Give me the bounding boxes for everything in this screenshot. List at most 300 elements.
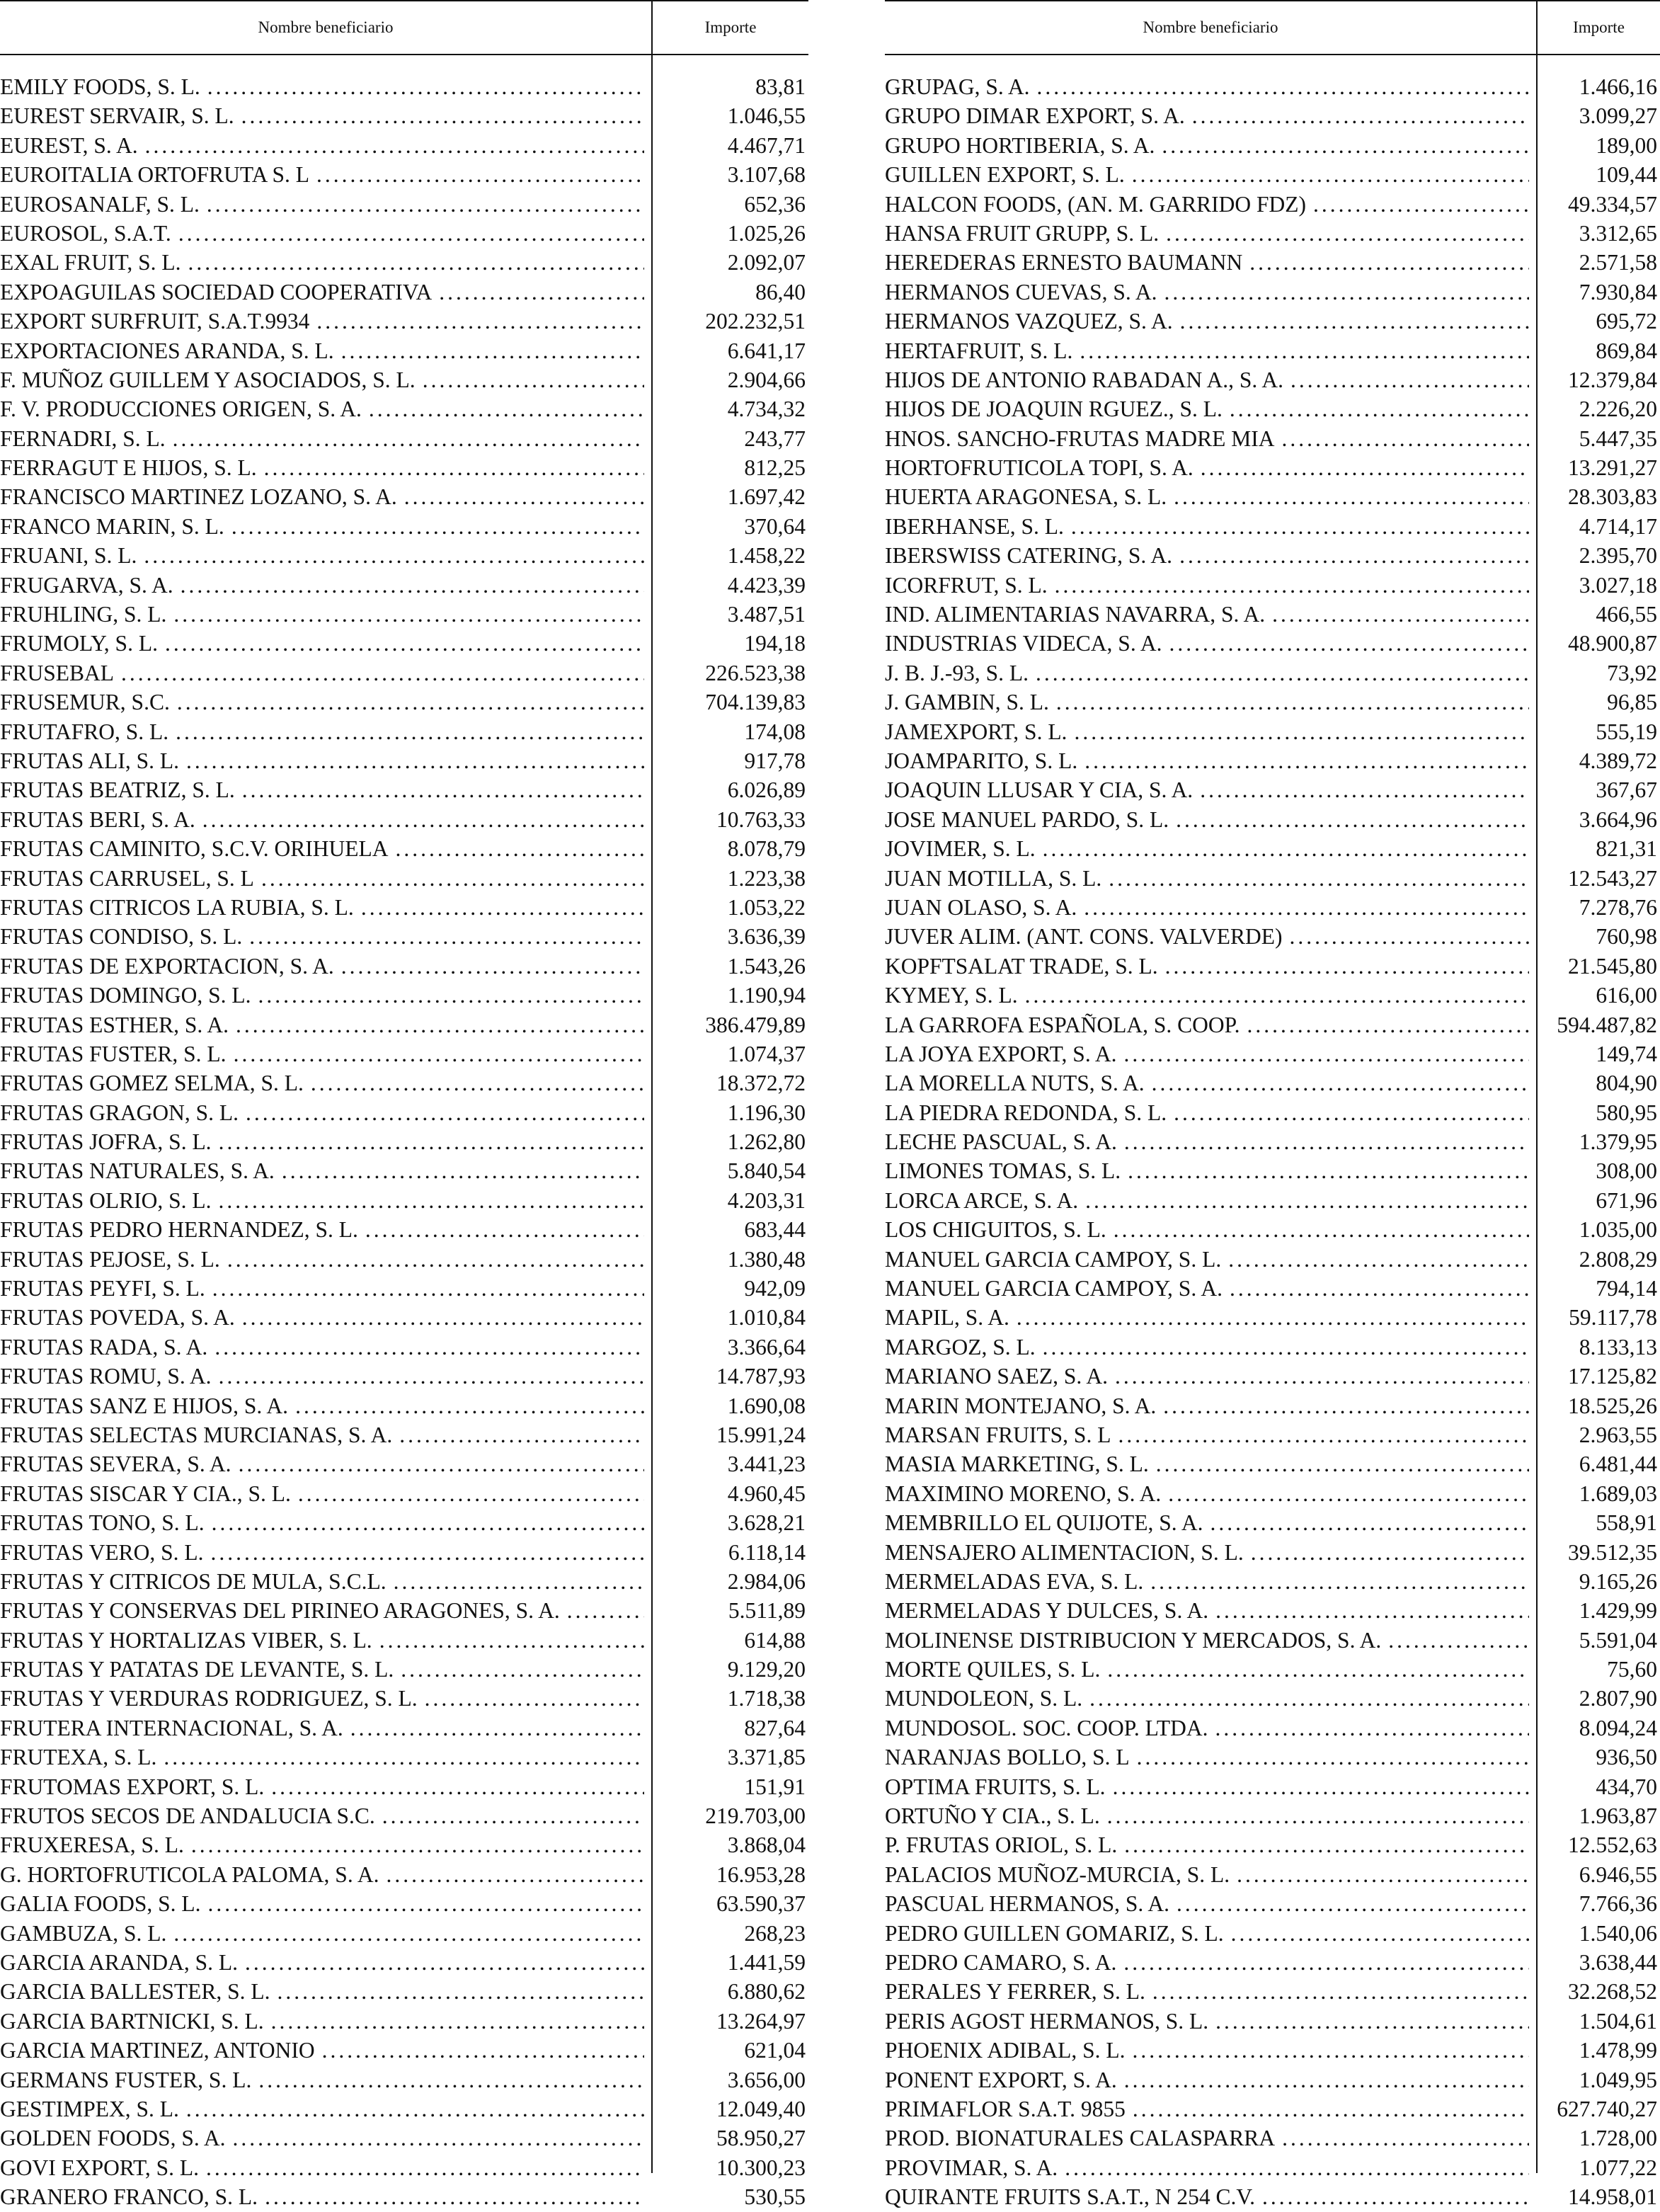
beneficiary-name-cell (885, 1098, 1529, 1127)
beneficiary-name: HERTAFRUIT, S. L. (885, 338, 1073, 363)
column-header-name: Nombre beneficiario (258, 18, 394, 36)
table-row (885, 248, 1660, 277)
beneficiary-name-cell (885, 394, 1529, 423)
beneficiary-name: FRUTAS SANZ E HIJOS, S. A. (0, 1393, 289, 1418)
beneficiary-name: FRUTAS Y CITRICOS DE MULA, S.C.L. (0, 1568, 387, 1594)
amount: 386.479,89 (705, 1012, 806, 1037)
table-row (0, 1860, 808, 1889)
dot-leader (258, 2065, 644, 2094)
table-row (885, 1127, 1660, 1156)
dot-leader (1228, 1245, 1529, 1274)
amount: 59.117,78 (1569, 1305, 1657, 1330)
beneficiary-name-cell (885, 2036, 1529, 2065)
amount: 28.303,83 (1568, 484, 1657, 510)
beneficiary-name-cell (0, 717, 644, 746)
beneficiary-name-cell (885, 2007, 1529, 2036)
amount: 3.027,18 (1579, 572, 1657, 598)
amount: 49.334,57 (1568, 191, 1657, 217)
table-row (885, 1479, 1660, 1508)
beneficiary-name-cell (0, 659, 644, 688)
beneficiary-name-cell (0, 541, 644, 570)
beneficiary-name-cell (0, 365, 644, 394)
amount: 936,50 (1596, 1745, 1657, 1770)
amount: 3.312,65 (1579, 220, 1657, 246)
amount: 3.107,68 (727, 162, 806, 188)
beneficiary-name-cell (885, 1655, 1529, 1684)
beneficiary-name-cell (0, 1538, 644, 1567)
beneficiary-name: FRUHLING, S. L. (0, 602, 167, 627)
amount: 16.953,28 (716, 1862, 806, 1887)
beneficiary-name-cell (885, 453, 1529, 482)
column-header-amount: Importe (1573, 18, 1625, 36)
dot-leader (439, 278, 644, 307)
beneficiary-name-cell (885, 336, 1529, 365)
beneficiary-name: FRUXERESA, S. L. (0, 1832, 184, 1858)
beneficiary-name-cell (0, 1860, 644, 1889)
table-row (0, 2094, 808, 2123)
amount: 48.900,87 (1568, 631, 1657, 656)
beneficiary-name-cell (0, 219, 644, 248)
beneficiary-name: FRUTAS Y HORTALIZAS VIBER, S. L. (0, 1627, 372, 1653)
beneficiary-name: FRUTAFRO, S. L. (0, 719, 169, 744)
dot-leader (1074, 717, 1529, 746)
beneficiary-name: GRUPO DIMAR EXPORT, S. A. (885, 103, 1185, 129)
beneficiary-name: EUREST, S. A. (0, 132, 138, 158)
beneficiary-name-cell (885, 541, 1529, 570)
beneficiary-name: LOS CHIGUITOS, S. L. (885, 1217, 1106, 1243)
beneficiary-name-cell (0, 1919, 644, 1948)
beneficiary-name: GUILLEN EXPORT, S. L. (885, 162, 1125, 188)
amount: 3.371,85 (727, 1745, 806, 1770)
table-row (885, 2123, 1660, 2153)
table-row (0, 1567, 808, 1596)
beneficiary-name-cell (885, 1567, 1529, 1596)
beneficiary-name-cell (0, 1156, 644, 1185)
amount: 1.053,22 (727, 894, 806, 920)
dot-leader (1166, 219, 1529, 248)
table-row (885, 131, 1660, 160)
beneficiary-name: FRUTERA INTERNACIONAL, S. A. (0, 1715, 343, 1740)
table-row (885, 307, 1660, 336)
dot-leader (567, 1596, 644, 1625)
beneficiary-name-cell (0, 571, 644, 600)
beneficiary-name-cell (0, 1362, 644, 1391)
dot-leader (1162, 131, 1529, 160)
beneficiary-name: FRUTAS Y VERDURAS RODRIGUEZ, S. L. (0, 1686, 418, 1711)
beneficiary-name: P. FRUTAS ORIOL, S. L. (885, 1832, 1118, 1858)
dot-leader (245, 1948, 644, 1977)
beneficiary-name-cell (0, 688, 644, 717)
amount: 1.697,42 (727, 484, 806, 510)
table-row (885, 1333, 1660, 1362)
beneficiary-name-cell (885, 1538, 1529, 1567)
beneficiary-name-cell (885, 775, 1529, 804)
table-row (0, 2036, 808, 2065)
table-row (0, 424, 808, 453)
dot-leader (1282, 424, 1529, 453)
dot-leader (350, 1714, 644, 1743)
table-row (885, 541, 1660, 570)
beneficiary-name-cell (0, 893, 644, 922)
table-row (885, 365, 1660, 394)
dot-leader (188, 248, 645, 277)
beneficiary-name: LA GARROFA ESPAÑOLA, S. COOP. (885, 1012, 1240, 1037)
table-row (885, 1596, 1660, 1625)
dot-leader (425, 1684, 644, 1713)
beneficiary-name: FRUTAS BEATRIZ, S. L. (0, 777, 235, 803)
dot-leader (1084, 893, 1529, 922)
dot-leader (1025, 981, 1529, 1010)
amount: 32.268,52 (1568, 1979, 1657, 2005)
table-row (885, 952, 1660, 981)
amount: 594.487,82 (1557, 1012, 1657, 1037)
dot-leader (242, 775, 644, 804)
amount: 2.092,07 (727, 250, 806, 275)
table-row (0, 2153, 808, 2182)
table-row (885, 659, 1660, 688)
amount: 14.958,01 (1568, 2184, 1657, 2210)
table-row (885, 2182, 1660, 2211)
table-row (0, 1039, 808, 1068)
dot-leader (207, 72, 644, 101)
dot-leader (1290, 365, 1529, 394)
dot-leader (1132, 160, 1529, 189)
amount: 1.196,30 (727, 1100, 806, 1125)
dot-leader (1037, 72, 1529, 101)
beneficiary-name-cell (885, 101, 1529, 130)
beneficiary-name: GALIA FOODS, S. L. (0, 1891, 201, 1917)
beneficiary-name-cell (885, 131, 1529, 160)
amount: 827,64 (744, 1715, 806, 1740)
beneficiary-name-cell (0, 1333, 644, 1362)
table-row (0, 541, 808, 570)
beneficiary-name: FRUTAS PEJOSE, S. L. (0, 1246, 220, 1272)
beneficiary-name-cell (0, 101, 644, 130)
beneficiary-name-cell (0, 1626, 644, 1655)
table-row (0, 278, 808, 307)
dot-leader (1118, 1420, 1529, 1449)
amount: 627.740,27 (1557, 2096, 1657, 2121)
dot-leader (1272, 600, 1529, 629)
dot-leader (311, 1068, 644, 1098)
table-row (0, 1684, 808, 1713)
dot-leader (1109, 864, 1529, 893)
beneficiary-name: LA PIEDRA REDONDA, S. L. (885, 1100, 1167, 1125)
amount: 434,70 (1596, 1774, 1657, 1799)
left-column (0, 0, 808, 2210)
beneficiary-name-cell (885, 1889, 1529, 1918)
dot-leader (1156, 1449, 1529, 1478)
beneficiary-name: GRUPO HORTIBERIA, S. A. (885, 132, 1155, 158)
beneficiary-name: FRUTEXA, S. L. (0, 1745, 157, 1770)
beneficiary-name-cell (0, 1508, 644, 1537)
beneficiary-name: FRUTAS CITRICOS LA RUBIA, S. L. (0, 894, 354, 920)
table-row (0, 1626, 808, 1655)
beneficiary-name-cell (0, 629, 644, 658)
dot-leader (1137, 1743, 1529, 1772)
beneficiary-name: FRUTAS SEVERA, S. A. (0, 1452, 231, 1477)
amount: 75,60 (1607, 1657, 1657, 1682)
dot-leader (1114, 1215, 1529, 1244)
dot-leader (1247, 1010, 1529, 1039)
table-row (885, 278, 1660, 307)
table-row (885, 717, 1660, 746)
table-row (0, 1743, 808, 1772)
table-row (0, 805, 808, 834)
amount: 1.689,03 (1579, 1481, 1657, 1506)
dot-leader (242, 1303, 644, 1332)
beneficiary-name: HEREDERAS ERNESTO BAUMANN (885, 250, 1243, 275)
table-row (0, 1420, 808, 1449)
beneficiary-name-cell (885, 1919, 1529, 1948)
beneficiary-name-cell (885, 2065, 1529, 2094)
table-row (885, 1714, 1660, 1743)
beneficiary-name: FRUTAS TONO, S. L. (0, 1510, 205, 1536)
beneficiary-name-cell (885, 1508, 1529, 1537)
table-row (885, 1303, 1660, 1332)
table-row (0, 1333, 808, 1362)
dot-leader (1124, 1127, 1529, 1156)
dot-leader (219, 1127, 644, 1156)
table-row (0, 394, 808, 423)
beneficiary-name-cell (0, 2123, 644, 2153)
amount: 6.118,14 (728, 1539, 806, 1565)
beneficiary-name-cell (885, 72, 1529, 101)
amount: 2.571,58 (1579, 250, 1657, 275)
beneficiary-name: KOPFTSALAT TRADE, S. L. (885, 953, 1158, 979)
table-row (0, 775, 808, 804)
table-row (885, 1274, 1660, 1303)
table-row (0, 160, 808, 189)
beneficiary-name: FRUTAS OLRIO, S. L. (0, 1187, 212, 1213)
beneficiary-name-cell (0, 1098, 644, 1127)
beneficiary-list-right (885, 72, 1660, 2212)
amount: 1.504,61 (1579, 2008, 1657, 2034)
beneficiary-name: EXAL FRUIT, S. L. (0, 250, 181, 275)
table-row (0, 1303, 808, 1332)
dot-leader (1071, 512, 1529, 541)
dot-leader (210, 1538, 644, 1567)
table-row (885, 1098, 1660, 1127)
table-row (885, 336, 1660, 365)
amount: 3.099,27 (1579, 103, 1657, 129)
amount: 243,77 (744, 426, 806, 451)
beneficiary-name: PEDRO GUILLEN GOMARIZ, S. L. (885, 1920, 1224, 1946)
table-row (885, 1919, 1660, 1948)
dot-leader (219, 1362, 644, 1391)
beneficiary-name-cell (0, 1039, 644, 1068)
table-row (0, 688, 808, 717)
dot-leader (1128, 1156, 1529, 1185)
amount: 96,85 (1607, 690, 1657, 715)
beneficiary-name: FRUTAS ROMU, S. A. (0, 1364, 212, 1389)
amount: 1.190,94 (727, 983, 806, 1008)
dot-leader (1152, 1068, 1529, 1098)
dot-leader (1133, 2094, 1529, 2123)
beneficiary-name: FERNADRI, S. L. (0, 426, 166, 451)
dot-leader (1230, 1274, 1529, 1303)
beneficiary-name: GOLDEN FOODS, S. A. (0, 2126, 226, 2151)
amount: 4.467,71 (727, 132, 806, 158)
beneficiary-name-cell (885, 2094, 1529, 2123)
beneficiary-name: FRUTAS PEDRO HERNANDEZ, S. L. (0, 1217, 358, 1243)
table-row (885, 922, 1660, 951)
beneficiary-name-cell (885, 1420, 1529, 1449)
beneficiary-name: GRANERO FRANCO, S. L. (0, 2184, 258, 2210)
table-row (0, 1215, 808, 1244)
beneficiary-name: G. HORTOFRUTICOLA PALOMA, S. A. (0, 1862, 379, 1887)
dot-leader (249, 922, 644, 951)
beneficiary-name: IBERHANSE, S. L. (885, 513, 1064, 539)
amount: 14.787,93 (716, 1364, 806, 1389)
table-row (0, 2182, 808, 2211)
table-row (885, 394, 1660, 423)
beneficiary-name: FRUTAS GOMEZ SELMA, S. L. (0, 1071, 304, 1096)
dot-leader (1231, 1919, 1529, 1948)
table-row (0, 1596, 808, 1625)
beneficiary-name-cell (0, 453, 644, 482)
beneficiary-name-cell (0, 952, 644, 981)
beneficiary-name-cell (885, 219, 1529, 248)
dot-leader (1192, 101, 1529, 130)
beneficiary-name: JUVER ALIM. (ANT. CONS. VALVERDE) (885, 924, 1283, 950)
amount: 9.165,26 (1579, 1568, 1657, 1594)
amount: 1.690,08 (727, 1393, 806, 1418)
dot-leader (1174, 1098, 1529, 1127)
table-row (0, 1977, 808, 2006)
beneficiary-name: MAPIL, S. A. (885, 1305, 1009, 1330)
table-row (0, 365, 808, 394)
beneficiary-name: QUIRANTE FRUITS S.A.T., N 254 C.V. (885, 2184, 1255, 2210)
beneficiary-name: MERMELADAS Y DULCES, S. A. (885, 1598, 1209, 1624)
amount: 10.763,33 (716, 806, 806, 832)
beneficiary-name-cell (885, 424, 1529, 453)
table-row (0, 307, 808, 336)
dot-leader (144, 541, 644, 570)
amount: 704.139,83 (705, 690, 806, 715)
amount: 1.540,06 (1579, 1920, 1657, 1946)
dot-leader (316, 160, 644, 189)
beneficiary-name-cell (0, 1068, 644, 1098)
table-row (0, 1449, 808, 1478)
amount: 671,96 (1596, 1187, 1657, 1213)
beneficiary-name: EUROITALIA ORTOFRUTA S. L (0, 162, 310, 188)
beneficiary-name: FRUMOLY, S. L. (0, 631, 158, 656)
beneficiary-name-cell (885, 1684, 1529, 1713)
amount: 804,90 (1596, 1071, 1657, 1096)
beneficiary-name-cell (885, 746, 1529, 775)
beneficiary-name: IND. ALIMENTARIAS NAVARRA, S. A. (885, 602, 1266, 627)
beneficiary-name: FRUSEMUR, S.C. (0, 690, 170, 715)
dot-leader (1249, 248, 1529, 277)
beneficiary-name: HORTOFRUTICOLA TOPI, S. A. (885, 455, 1194, 481)
dot-leader (298, 1479, 644, 1508)
dot-leader (1388, 1626, 1529, 1655)
beneficiary-name-cell (0, 1743, 644, 1772)
beneficiary-name-cell (885, 629, 1529, 658)
beneficiary-name-cell (885, 1743, 1529, 1772)
beneficiary-name: JOAQUIN LLUSAR Y CIA, S. A. (885, 777, 1194, 803)
beneficiary-name-cell (0, 834, 644, 863)
amount: 226.523,38 (705, 660, 806, 685)
beneficiary-name: FRUTAS ESTHER, S. A. (0, 1012, 229, 1037)
amount: 6.481,44 (1579, 1452, 1657, 1477)
table-row (885, 1889, 1660, 1918)
dot-leader (369, 394, 644, 423)
beneficiary-name: F. MUÑOZ GUILLEM Y ASOCIADOS, S. L. (0, 367, 416, 392)
table-row (885, 834, 1660, 863)
beneficiary-name: J. B. J.-93, S. L. (885, 660, 1029, 685)
amount: 4.203,31 (727, 1187, 806, 1213)
beneficiary-name: NARANJAS BOLLO, S. L (885, 1745, 1130, 1770)
beneficiary-name: JOSE MANUEL PARDO, S. L. (885, 806, 1169, 832)
beneficiary-name-cell (0, 1127, 644, 1156)
table-row (0, 1274, 808, 1303)
amount: 9.129,20 (727, 1657, 806, 1682)
table-row (0, 131, 808, 160)
beneficiary-name-cell (0, 1889, 644, 1918)
beneficiary-name-cell (0, 1274, 644, 1303)
amount: 1.458,22 (727, 543, 806, 569)
amount: 1.466,16 (1579, 74, 1657, 99)
beneficiary-name: FRANCO MARIN, S. L. (0, 513, 224, 539)
amount: 3.868,04 (727, 1832, 806, 1858)
amount: 616,00 (1596, 983, 1657, 1008)
beneficiary-name-cell (885, 600, 1529, 629)
beneficiary-name-cell (0, 981, 644, 1010)
amount: 3.441,23 (727, 1452, 806, 1477)
dot-leader (173, 424, 644, 453)
table-row (0, 893, 808, 922)
table-row (885, 1948, 1660, 1977)
dot-leader (379, 1626, 644, 1655)
dot-leader (234, 1039, 644, 1068)
dot-leader (1176, 805, 1529, 834)
dot-leader (382, 1801, 644, 1830)
beneficiary-name-cell (0, 1714, 644, 1743)
table-row (885, 2065, 1660, 2094)
dot-leader (277, 1977, 644, 2006)
table-row (0, 1538, 808, 1567)
dot-leader (1107, 1801, 1529, 1830)
amount: 760,98 (1596, 924, 1657, 950)
dot-leader (1180, 307, 1529, 336)
amount: 794,14 (1596, 1276, 1657, 1301)
table-row (0, 2123, 808, 2153)
beneficiary-name: JUAN OLASO, S. A. (885, 894, 1077, 920)
dot-leader (191, 1830, 644, 1859)
beneficiary-name-cell (0, 1684, 644, 1713)
dot-leader (1215, 1596, 1529, 1625)
table-row (885, 160, 1660, 189)
beneficiary-name-cell (0, 1596, 644, 1625)
amount: 202.232,51 (705, 309, 806, 334)
amount: 7.930,84 (1579, 279, 1657, 304)
beneficiary-name: FRUTOMAS EXPORT, S. L. (0, 1774, 265, 1799)
beneficiary-name-cell (0, 131, 644, 160)
beneficiary-name-cell (885, 1977, 1529, 2006)
beneficiary-name: FRUTAS CAMINITO, S.C.V. ORIHUELA (0, 836, 389, 862)
beneficiary-name-cell (0, 1186, 644, 1215)
beneficiary-name-cell (0, 2153, 644, 2182)
amount: 7.278,76 (1579, 894, 1657, 920)
dot-leader (341, 952, 644, 981)
table-row (885, 482, 1660, 511)
beneficiary-name: MASIA MARKETING, S. L. (885, 1452, 1149, 1477)
beneficiary-name: FRUTAS GRAGON, S. L. (0, 1100, 239, 1125)
amount: 1.223,38 (727, 865, 806, 891)
beneficiary-name: FRUSEBAL (0, 660, 115, 685)
